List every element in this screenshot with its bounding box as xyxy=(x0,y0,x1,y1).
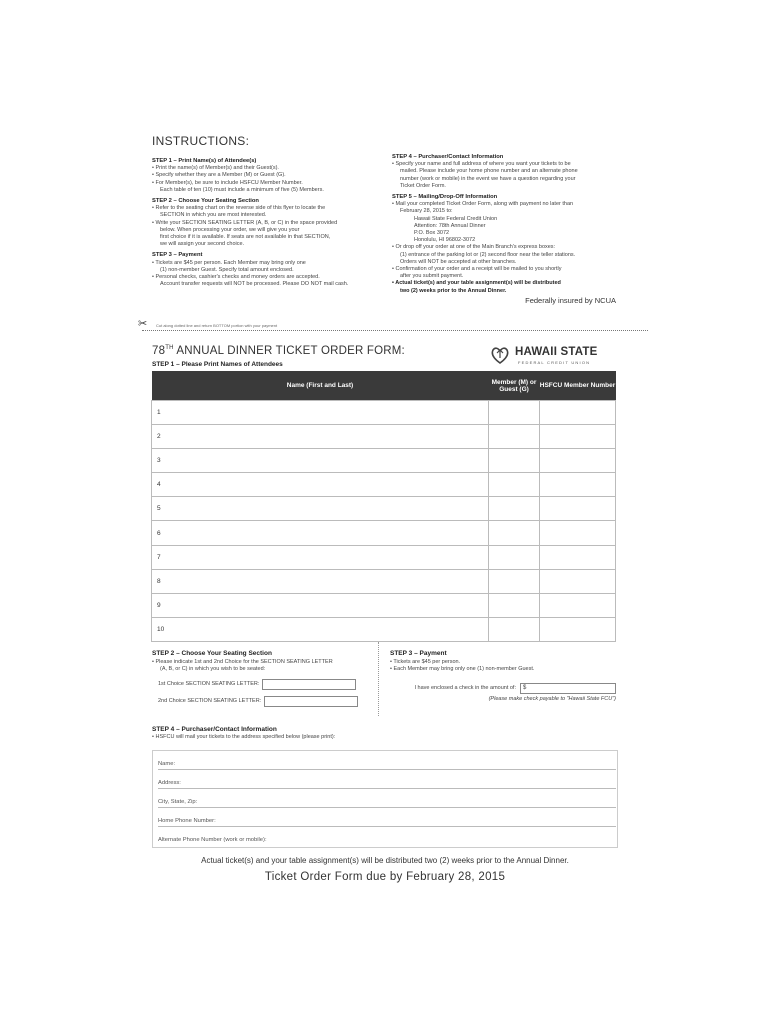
member-number-cell[interactable] xyxy=(540,617,616,641)
payment-bullet: • Each Member may bring only one (1) non-member Guest. xyxy=(390,666,616,673)
step3-bullet-cont: Account transfer requests will NOT be processed. Please DO NOT mail cash. xyxy=(160,281,349,288)
section-divider xyxy=(378,642,379,716)
ncua-notice: Federally insured by NCUA xyxy=(525,295,616,305)
hawaii-state-logo xyxy=(487,344,612,368)
logo-wordmark: HAWAII STATE xyxy=(515,346,598,358)
step1-bullet: • For Member(s), be sure to include HSFCU Member Number. xyxy=(152,180,376,187)
member-number-cell[interactable] xyxy=(540,521,616,545)
form-subtitle: STEP 1 – Please Print Names of Attendees xyxy=(152,361,283,368)
instructions-title: INSTRUCTIONS: xyxy=(152,134,250,148)
attendee-name-cell[interactable]: 3 xyxy=(152,449,489,473)
step3-heading: STEP 3 – Payment xyxy=(152,252,203,259)
mail-address-line: Attention: 78th Annual Dinner xyxy=(414,222,486,229)
member-guest-cell[interactable] xyxy=(489,545,540,569)
attendee-name-cell[interactable]: 8 xyxy=(152,569,489,593)
mail-address-line: P.O. Box 3072 xyxy=(414,230,450,237)
table-row xyxy=(152,545,616,569)
name-field[interactable] xyxy=(158,752,616,770)
step5-bullet: • Mail your completed Ticket Order Form, along with payment no later than xyxy=(392,201,616,208)
attendee-name-cell[interactable]: 5 xyxy=(152,497,489,521)
member-guest-cell[interactable] xyxy=(489,497,540,521)
first-choice-label: 1st Choice SECTION SEATING LETTER: xyxy=(158,681,260,687)
table-row xyxy=(152,617,616,641)
step5-bullet: • Actual ticket(s) and your table assignment(s) will be distributed xyxy=(392,280,616,287)
alternate-phone-field[interactable] xyxy=(158,828,616,845)
col-header-member-number: HSFCU Member Number xyxy=(540,371,616,401)
contact-heading: STEP 4 – Purchaser/Contact Information xyxy=(152,726,277,733)
payment-note: (Please make check payable to "Hawaii State FCU") xyxy=(488,696,616,702)
attendee-name-cell[interactable]: 2 xyxy=(152,425,489,449)
payment-heading: STEP 3 – Payment xyxy=(390,650,447,657)
member-guest-cell[interactable] xyxy=(489,449,540,473)
seating-heading: STEP 2 – Choose Your Seating Section xyxy=(152,650,272,657)
step4-heading: STEP 4 – Purchaser/Contact Information xyxy=(392,154,504,160)
city-state-zip-label: City, State, Zip: xyxy=(158,799,198,805)
step2-bullet-cont: first choice if it is available. If seats are not available in that SECTION, xyxy=(160,234,331,241)
member-number-cell[interactable] xyxy=(540,425,616,449)
seating-instruction-cont: (A, B, or C) in which you wish to be seated: xyxy=(160,666,266,672)
step3-bullet: • Tickets are $45 per person. Each Member may bring only one xyxy=(152,260,376,267)
member-guest-cell[interactable] xyxy=(489,617,540,641)
step5-bullet: • Or drop off your order at one of the Main Branch's express boxes: xyxy=(392,244,616,251)
step2-bullet-cont: we will assign your second choice. xyxy=(160,241,245,248)
step5-bullet-cont: February 28, 2015 to: xyxy=(400,208,453,215)
attendee-name-cell[interactable]: 6 xyxy=(152,521,489,545)
table-row xyxy=(152,473,616,497)
step1-bullet: • Print the name(s) of Member(s) and their Guest(s). xyxy=(152,165,376,172)
attendee-name-cell[interactable]: 10 xyxy=(152,617,489,641)
member-guest-cell[interactable] xyxy=(489,473,540,497)
member-guest-cell[interactable] xyxy=(489,521,540,545)
member-number-cell[interactable] xyxy=(540,449,616,473)
contact-instruction: • HSFCU will mail your tickets to the address specified below (please print): xyxy=(152,734,616,741)
step2-heading: STEP 2 – Choose Your Seating Section xyxy=(152,198,259,205)
name-field-label: Name: xyxy=(158,761,176,767)
member-number-cell[interactable] xyxy=(540,473,616,497)
step4-bullet-cont: number (work or mobile) in the event we have a question regarding your xyxy=(400,175,576,182)
seating-instruction: • Please indicate 1st and 2nd Choice for the SECTION SEATING LETTER xyxy=(152,659,374,666)
step5-heading: STEP 5 – Mailing/Drop-Off Information xyxy=(392,194,498,201)
home-phone-field[interactable] xyxy=(158,809,616,827)
attendee-name-cell[interactable]: 9 xyxy=(152,593,489,617)
logo-tagline: FEDERAL CREDIT UNION xyxy=(518,360,591,365)
col-header-name: Name (First and Last) xyxy=(152,371,489,401)
address-field[interactable] xyxy=(158,771,616,789)
logo-mark-icon xyxy=(489,344,511,366)
amount-label: I have enclosed a check in the amount of: xyxy=(414,685,516,691)
form-title: 78TH ANNUAL DINNER TICKET ORDER FORM: xyxy=(152,345,405,357)
step4-bullet-cont: Ticket Order Form. xyxy=(400,182,446,189)
step5-bullet-cont: two (2) weeks prior to the Annual Dinner. xyxy=(400,287,507,294)
payment-section xyxy=(390,650,616,703)
attendee-name-cell[interactable]: 1 xyxy=(152,401,489,425)
member-number-cell[interactable] xyxy=(540,569,616,593)
payment-bullet: • Tickets are $45 per person. xyxy=(390,659,616,666)
currency-symbol: $ xyxy=(523,685,527,691)
member-number-cell[interactable] xyxy=(540,545,616,569)
cut-instruction: Cut along dotted line and return BOTTOM portion with your payment xyxy=(156,323,278,328)
amount-row xyxy=(390,683,616,694)
table-row xyxy=(152,425,616,449)
member-number-cell[interactable] xyxy=(540,497,616,521)
table-header-row xyxy=(152,371,616,401)
step3-bullet-cont: (1) non-member Guest. Specify total amount enclosed. xyxy=(160,266,294,273)
member-guest-cell[interactable] xyxy=(489,425,540,449)
table-row xyxy=(152,449,616,473)
second-choice-row xyxy=(152,696,374,707)
member-guest-cell[interactable] xyxy=(489,569,540,593)
member-number-cell[interactable] xyxy=(540,593,616,617)
step5-bullet-cont: (1) entrance of the parking lot or (2) second floor near the teller stations. xyxy=(400,251,576,258)
instructions-right-column xyxy=(392,154,616,304)
address-field-label: Address: xyxy=(158,780,181,786)
member-guest-cell[interactable] xyxy=(489,593,540,617)
member-guest-cell[interactable] xyxy=(489,401,540,425)
step2-bullet-cont: below. When processing your order, we will give you your xyxy=(160,226,300,233)
mail-address-line: Honolulu, HI 96802-3072 xyxy=(414,237,476,244)
step1-heading: STEP 1 – Print Name(s) of Attendee(s) xyxy=(152,158,257,164)
contact-section xyxy=(152,726,616,741)
scissors-icon: ✂ xyxy=(138,318,148,330)
step5-bullet: • Confirmation of your order and a receipt will be mailed to you shortly xyxy=(392,266,616,273)
first-choice-row xyxy=(152,679,374,690)
table-row xyxy=(152,401,616,425)
second-choice-input[interactable] xyxy=(264,696,358,707)
mail-address-line: Hawaii State Federal Credit Union xyxy=(414,215,498,222)
city-state-zip-field[interactable] xyxy=(158,790,616,808)
first-choice-input[interactable] xyxy=(262,679,356,690)
home-phone-label: Home Phone Number: xyxy=(158,818,216,824)
amount-input[interactable] xyxy=(520,683,616,694)
step3-bullet: • Personal checks, cashier's checks and money orders are accepted. xyxy=(152,274,376,281)
instructions-section xyxy=(152,134,616,304)
attendee-name-cell[interactable]: 4 xyxy=(152,473,489,497)
table-row xyxy=(152,521,616,545)
step1-bullet-cont: Each table of ten (10) must include a minimum of five (5) Members. xyxy=(160,186,324,193)
step2-bullet-cont: SECTION in which you are most interested. xyxy=(160,212,267,219)
distribution-notice: Actual ticket(s) and your table assignment(s) will be distributed two (2) weeks prior to the Annual Dinner. xyxy=(201,856,569,865)
second-choice-label: 2nd Choice SECTION SEATING LETTER: xyxy=(158,698,262,704)
col-header-member-guest: Member (M) or Guest (G) xyxy=(489,371,540,401)
instructions-left-column xyxy=(152,154,376,304)
step2-bullet: • Refer to the seating chart on the reverse side of this flyer to locate the xyxy=(152,205,376,212)
member-number-cell[interactable] xyxy=(540,401,616,425)
step4-bullet-cont: mailed. Please include your home phone number and an alternate phone xyxy=(400,168,578,175)
attendees-table xyxy=(151,371,616,642)
step4-bullet: • Specify your name and full address of where you want your tickets to be xyxy=(392,161,616,168)
table-row xyxy=(152,497,616,521)
table-row xyxy=(152,569,616,593)
due-date-notice: Ticket Order Form due by February 28, 2015 xyxy=(264,871,506,883)
step5-bullet-cont: after you submit payment. xyxy=(400,273,464,280)
step5-bullet-cont: Orders will NOT be accepted at other branches. xyxy=(400,258,517,265)
seating-section xyxy=(152,650,374,707)
table-row xyxy=(152,593,616,617)
step1-bullet: • Specify whether they are a Member (M) or Guest (G). xyxy=(152,172,376,179)
attendee-name-cell[interactable]: 7 xyxy=(152,545,489,569)
alternate-phone-label: Alternate Phone Number (work or mobile): xyxy=(158,837,267,843)
step2-bullet: • Write your SECTION SEATING LETTER (A, B, or C) in the space provided xyxy=(152,220,376,227)
